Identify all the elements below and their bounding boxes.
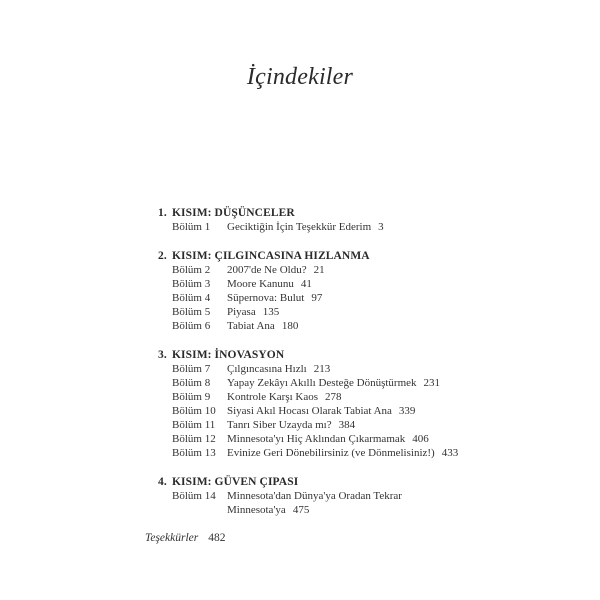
chapter-entry [158,291,488,305]
chapter-page: 135 [262,306,280,318]
chapter-page: 475 [292,504,310,516]
chapter-page: 339 [398,405,416,417]
part-heading [158,348,488,362]
chapter-entry [158,220,488,234]
part-number: 4. [158,476,167,488]
acknowledgements-label: Teşekkürler [145,532,199,544]
chapter-page: 278 [325,391,342,403]
chapter-entry [158,362,488,376]
part-number: 3. [158,349,167,361]
part-heading [158,206,488,220]
part-heading [158,475,488,489]
part-title: KISIM: İNOVASYON [172,349,285,361]
chapter-entry-continuation [158,503,488,517]
chapter-page: 384 [338,419,356,431]
chapter-title: Evinize Geri Dönebilirsiniz (ve Dönmelisiniz!) [227,447,435,459]
chapter-page: 433 [441,447,459,459]
part-1 [158,206,488,234]
chapter-entry [158,404,488,418]
part-title: KISIM: ÇILGINCASINA HIZLANMA [172,250,370,262]
chapter-title: Süpernova: Bulut [227,292,305,304]
chapter-entry [158,319,488,333]
part-title: KISIM: DÜŞÜNCELER [172,207,295,219]
chapter-page: 21 [313,264,325,276]
chapter-label: Bölüm 13 [172,447,216,459]
chapter-title: 2007'de Ne Oldu? [227,264,307,276]
chapter-label: Bölüm 8 [172,377,211,389]
part-4 [158,475,488,517]
chapter-title-continuation: Minnesota'ya [227,504,286,516]
chapter-entry [158,277,488,291]
chapter-label: Bölüm 6 [172,320,211,332]
chapter-label: Bölüm 10 [172,405,216,417]
chapter-label: Bölüm 14 [172,490,216,502]
page-title: İçindekiler [246,64,354,90]
chapter-entry [158,418,488,432]
table-of-contents [158,206,488,532]
chapter-page: 97 [311,292,323,304]
chapter-label: Bölüm 7 [172,363,211,375]
part-number: 1. [158,207,167,219]
chapter-label: Bölüm 5 [172,306,211,318]
chapter-page: 406 [412,433,429,445]
chapter-title: Kontrole Karşı Kaos [227,391,319,403]
chapter-label: Bölüm 4 [172,292,211,304]
chapter-entry [158,432,488,446]
acknowledgements-page: 482 [208,532,226,544]
chapter-page: 180 [281,320,299,332]
part-number: 2. [158,250,167,262]
part-3 [158,348,488,460]
chapter-title: Tabiat Ana [227,320,275,332]
chapter-entry [158,305,488,319]
chapter-label: Bölüm 9 [172,391,211,403]
chapter-title: Siyasi Akıl Hocası Olarak Tabiat Ana [227,405,392,417]
chapter-label: Bölüm 2 [172,264,211,276]
chapter-page: 231 [423,377,441,389]
acknowledgements-entry [145,532,225,544]
chapter-page: 3 [378,221,384,233]
part-2 [158,249,488,333]
chapter-entry [158,390,488,404]
chapter-label: Bölüm 11 [172,419,216,431]
chapter-label: Bölüm 12 [172,433,216,445]
chapter-label: Bölüm 1 [172,221,211,233]
chapter-title: Minnesota'dan Dünya'ya Oradan Tekrar [227,490,402,502]
chapter-entry [158,489,488,503]
chapter-entry [158,376,488,390]
chapter-title: Yapay Zekâyı Akıllı Desteğe Dönüştürmek [227,377,417,389]
chapter-title: Tanrı Siber Uzayda mı? [227,419,332,431]
chapter-title: Çılgıncasına Hızlı [227,363,307,375]
chapter-title: Minnesota'yı Hiç Aklından Çıkarmamak [227,433,406,445]
part-heading [158,249,488,263]
chapter-page: 213 [313,363,331,375]
chapter-entry [158,263,488,277]
chapter-title: Geciktiğin İçin Teşekkür Ederim [227,221,372,233]
chapter-title: Piyasa [227,306,256,318]
chapter-title: Moore Kanunu [227,278,294,290]
part-title: KISIM: GÜVEN ÇIPASI [172,476,299,488]
chapter-entry [158,446,488,460]
chapter-page: 41 [300,278,312,290]
chapter-label: Bölüm 3 [172,278,211,290]
